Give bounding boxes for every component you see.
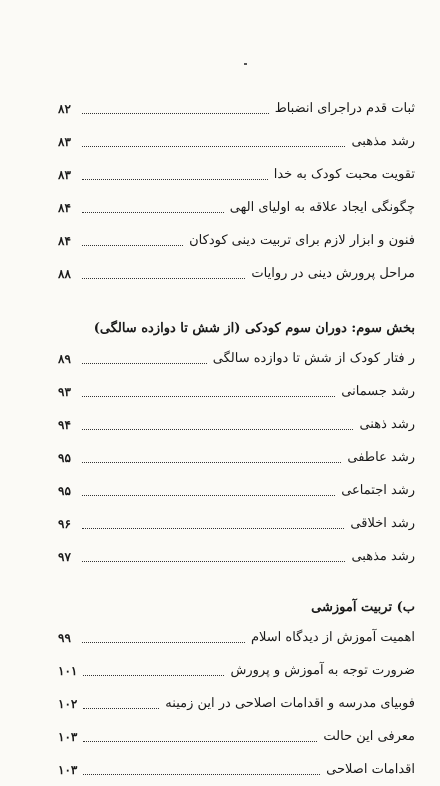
dot-leader [82, 245, 183, 246]
toc-page-number: ۸۳ [58, 167, 71, 182]
dot-leader [82, 278, 245, 279]
toc-entry-title: ضرورت توجه به آموزش و پرورش [230, 663, 415, 678]
toc-entry-title: فنون و ابزار لازم برای تربیت دینی کودکان [189, 233, 415, 248]
dot-leader [82, 146, 345, 147]
dot-leader [83, 741, 317, 742]
toc-entry-title: معرفی این حالت [323, 729, 415, 744]
toc-entry-title: رشد مذهبی [351, 549, 415, 564]
dot-leader [82, 363, 207, 364]
toc-row [58, 474, 415, 507]
toc-page-number: ۹۷ [58, 549, 71, 564]
section-heading: ب) تربیت آموزشی [311, 600, 415, 615]
toc-row [58, 375, 415, 408]
dot-leader [82, 179, 268, 180]
toc-row [58, 720, 415, 753]
toc-entry-title: رشد مذهبی [351, 134, 415, 149]
dot-leader [82, 396, 335, 397]
dot-leader [82, 495, 335, 496]
toc-row [58, 507, 415, 540]
dot-leader [82, 642, 245, 643]
dot-leader [83, 708, 159, 709]
dot-leader [83, 774, 320, 775]
toc-row [58, 654, 415, 687]
toc-entry-title: مراحل پرورش دینی در روایات [251, 266, 415, 281]
dot-leader [82, 462, 341, 463]
dot-leader [82, 528, 344, 529]
toc-row [58, 125, 415, 158]
toc-row [58, 158, 415, 191]
toc-row [58, 441, 415, 474]
toc-page-number: ۱۰۲ [58, 696, 78, 711]
toc-row [58, 621, 415, 654]
toc-page-number: ۹۶ [58, 516, 71, 531]
toc-row [58, 540, 415, 573]
toc-entry-title: رشد اجتماعی [341, 483, 415, 498]
toc-page-number: ۸۹ [58, 351, 71, 366]
toc-page-number: ۸۳ [58, 134, 71, 149]
toc-page-number: ۸۴ [58, 200, 71, 215]
toc-entry-title: چگونگی ایجاد علاقه به اولیای الهی [229, 200, 415, 215]
toc-page-number: ۸۸ [58, 266, 71, 281]
toc-page-number: ۹۵ [58, 450, 71, 465]
dot-leader [82, 561, 345, 562]
toc-page-number: ۹۹ [58, 630, 71, 645]
dot-leader [82, 113, 269, 114]
dot-leader [82, 212, 224, 213]
toc-row [58, 224, 415, 257]
toc-entry-title: اقدامات اصلاحی [326, 762, 415, 777]
toc-page-number: ۱۰۳ [58, 762, 78, 777]
toc-page-number: ۹۳ [58, 384, 71, 399]
toc-row [58, 257, 415, 290]
toc-entry-title: ثبات قدم دراجرای انضباط [274, 101, 415, 116]
toc-entry-title: رشد عاطفی [347, 450, 415, 465]
toc-entry-title: رشد جسمانی [341, 384, 415, 399]
toc-page-number: ۸۴ [58, 233, 71, 248]
toc-entry-title: فوبیای مدرسه و اقدامات اصلاحی در این زمینه [165, 696, 415, 711]
dot-leader [82, 429, 353, 430]
toc-page-number: ۱۰۱ [58, 663, 78, 678]
table-of-contents [58, 92, 415, 786]
toc-row [58, 92, 415, 125]
toc-row [58, 687, 415, 720]
spacer [58, 573, 415, 595]
toc-entry-title: ر فتار کودک از شش تا دوازده سالگی [212, 351, 415, 366]
toc-page-number: ۹۴ [58, 417, 71, 432]
toc-entry-title: اهمیت آموزش از دیدگاه اسلام [250, 630, 415, 645]
toc-row [58, 342, 415, 375]
toc-page-number: ۹۵ [58, 483, 71, 498]
toc-row [58, 408, 415, 441]
toc-entry-title: تقویت محبت کودک به خدا [273, 167, 415, 182]
print-mark [244, 63, 247, 65]
dot-leader [83, 675, 224, 676]
toc-row [58, 753, 415, 786]
section-heading: بخش سوم: دوران سوم کودکی (از شش تا دوازده سالگی) [93, 321, 415, 336]
toc-page-number: ۸۲ [58, 101, 71, 116]
toc-row [58, 191, 415, 224]
toc-entry-title: رشد ذهنی [359, 417, 415, 432]
toc-page-number: ۱۰۳ [58, 729, 78, 744]
toc-entry-title: رشد اخلاقی [350, 516, 415, 531]
spacer [58, 290, 415, 316]
